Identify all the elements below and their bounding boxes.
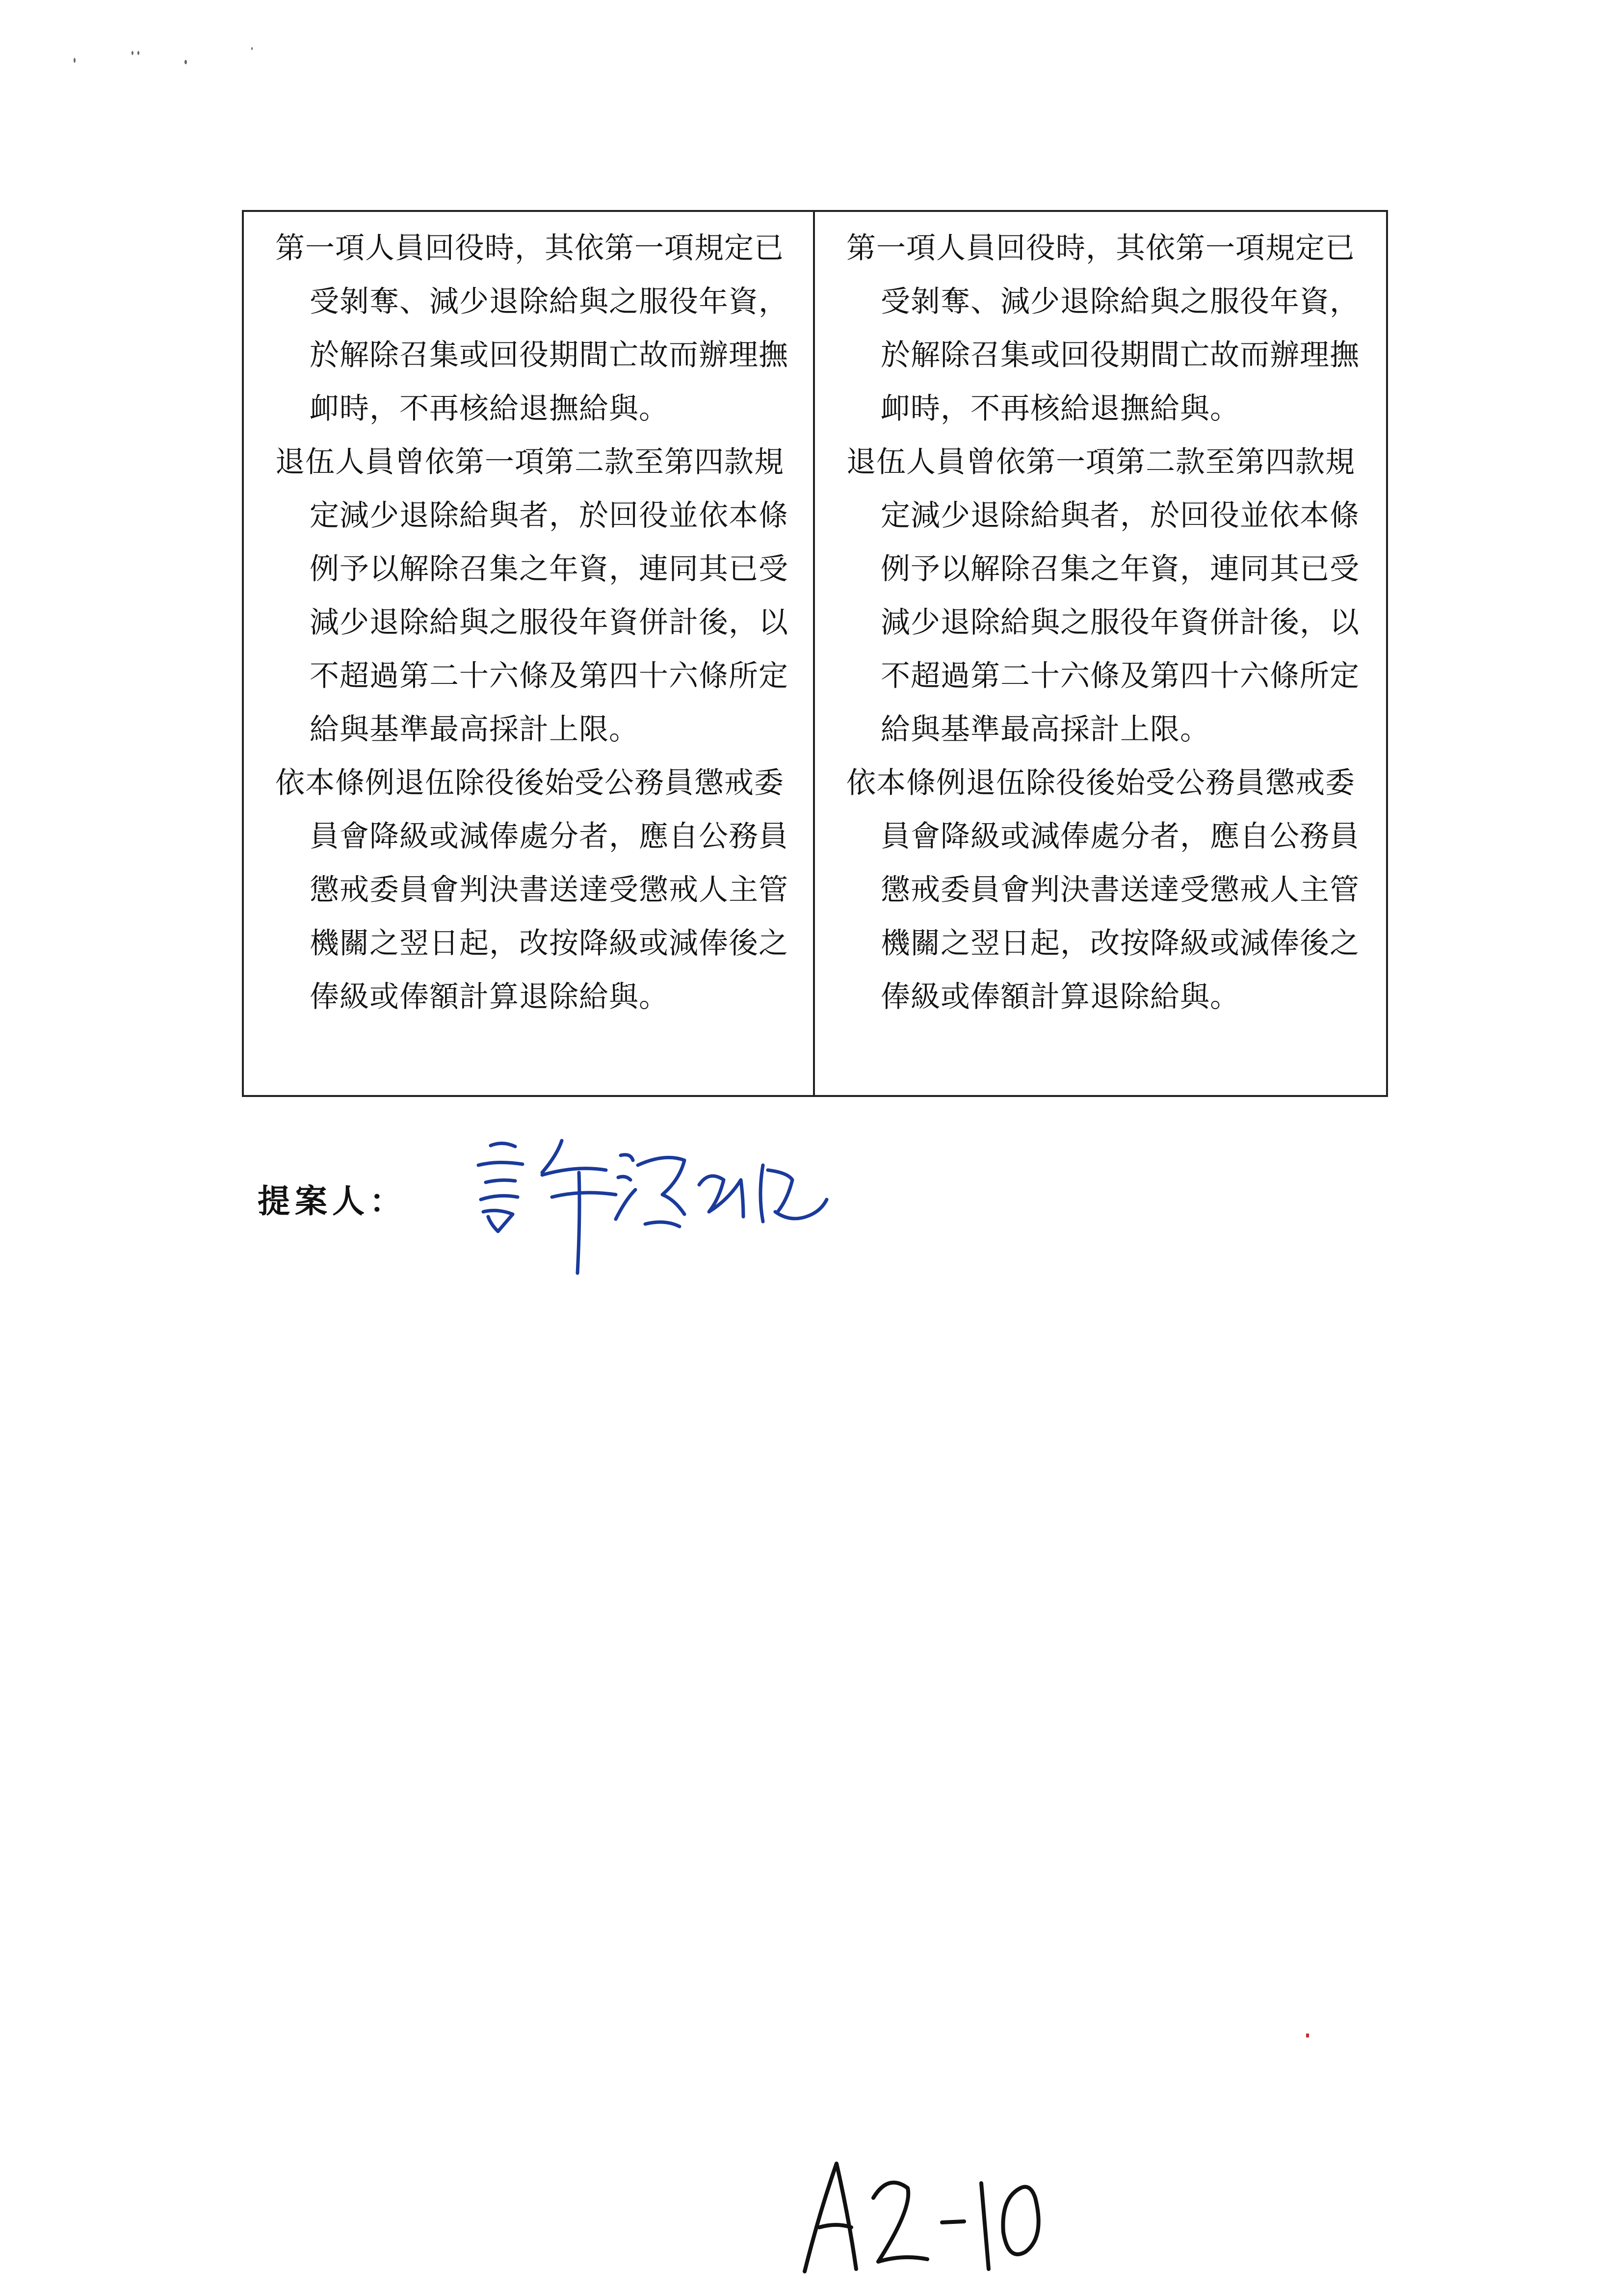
table-paragraph: 第一項人員回役時，其依第一項規定已受剝奪、減少退除給與之服役年資，於解除召集或回役期間亡故而辦理撫卹時，不再核給退撫給與。 [275,231,788,426]
table-paragraph: 退伍人員曾依第一項第二款至第四款規定減少退除給與者，於回役並依本條例予以解除召集之年資，連同其已受減少退除給與之服役年資併計後，以不超過第二十六條及第四十六條所定給與基準最高採計上限。 [846,445,1360,747]
table-column-left [244,212,815,1095]
handwritten-signature [469,1126,832,1283]
scan-speck [131,51,133,55]
table-paragraph: 依本條例退伍除役後始受公務員懲戒委員會降級或減俸處分者，應自公務員懲戒委員會判決書送達受懲戒人主管機關之翌日起，改按降級或減俸後之俸級或俸額計算退除給與。 [275,766,788,1014]
proposer-label: 提案人： [258,1182,407,1220]
handwritten-page-code [795,2154,1050,2281]
scan-speck [184,60,187,64]
table-paragraph: 退伍人員曾依第一項第二款至第四款規定減少退除給與者，於回役並依本條例予以解除召集之年資，連同其已受減少退除給與之服役年資併計後，以不超過第二十六條及第四十六條所定給與基準最高採計上限。 [275,445,788,747]
table-paragraph: 第一項人員回役時，其依第一項規定已受剝奪、減少退除給與之服役年資，於解除召集或回役期間亡故而辦理撫卹時，不再核給退撫給與。 [846,231,1360,426]
table-column-right [815,212,1386,1095]
table-paragraph: 依本條例退伍除役後始受公務員懲戒委員會降級或減俸處分者，應自公務員懲戒委員會判決書送達受懲戒人主管機關之翌日起，改按降級或減俸後之俸級或俸額計算退除給與。 [846,766,1360,1014]
scan-speck [251,47,253,50]
scan-speck [137,51,139,55]
scan-speck [74,58,76,63]
scan-speck [1306,2034,1309,2037]
comparison-table [242,210,1388,1097]
